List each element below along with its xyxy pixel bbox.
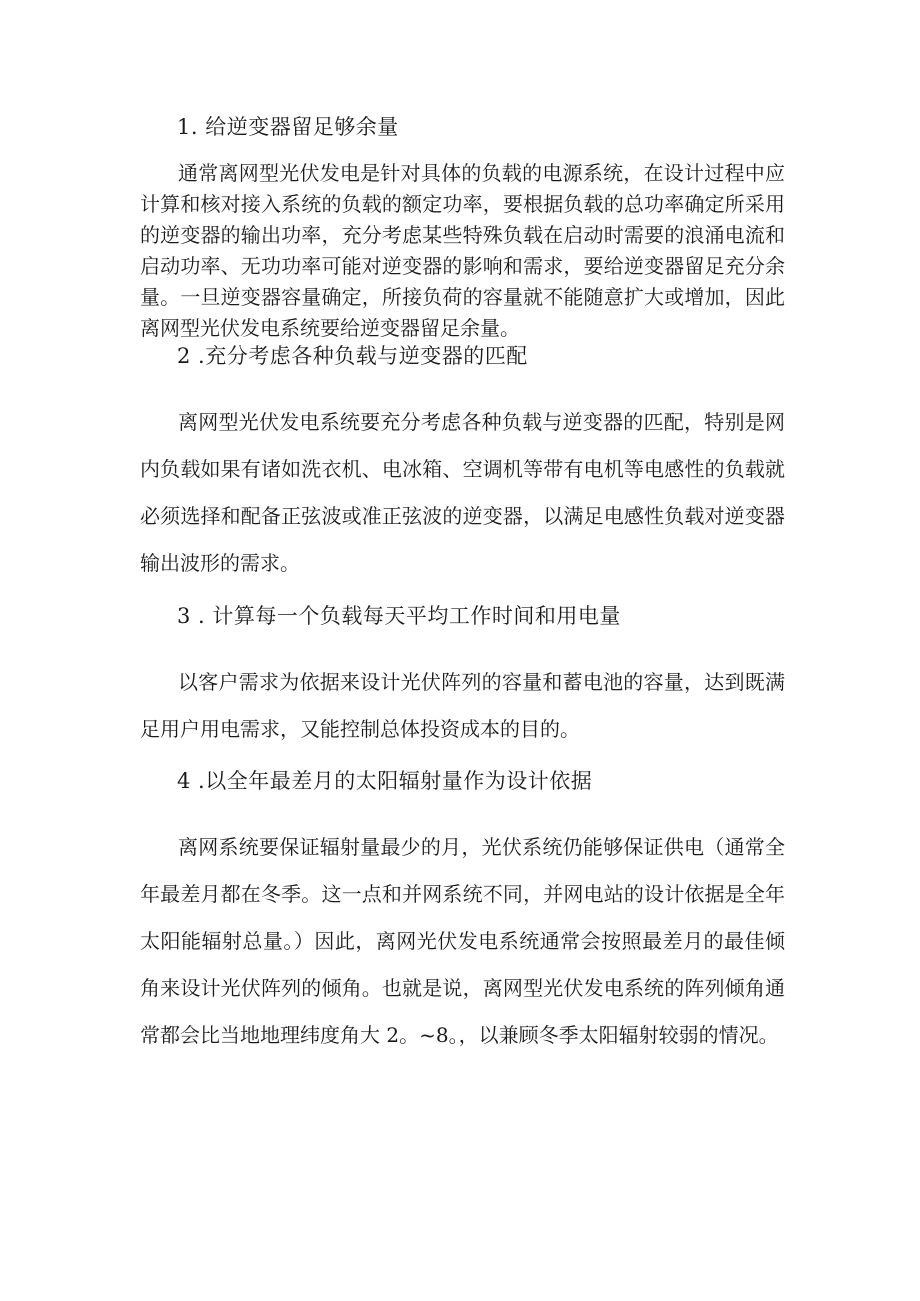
section-2-paragraph: 离网型光伏发电系统要充分考虑各种负载与逆变器的匹配，特别是网内负载如果有诸如洗衣机、电冰箱、空调机等带有电机等电感性的负载就必须选择和配备正弦波或准正弦波的逆变器，以满足电感性负载对逆变器输出波形的需求。: [140, 410, 785, 575]
section-3-paragraph: 以客户需求为依据来设计光伏阵列的容量和蓄电池的容量，达到既满足用户用电需求，又能控制总体投资成本的目的。: [140, 670, 785, 741]
section-3-heading: 3 . 计算每一个负载每天平均工作时间和用电量: [177, 604, 621, 628]
section-4-heading: 4 .以全年最差月的太阳辐射量作为设计依据: [177, 769, 593, 793]
section-4-paragraph: 离网系统要保证辐射量最少的月，光伏系统仍能够保证供电（通常全年最差月都在冬季。这一点和并网系统不同，并网电站的设计依据是全年太阳能辐射总量。）因此，离网光伏发电系统通常会按照最差月的最佳倾角来设计光伏阵列的倾角。也就是说，离网型光伏发电系统的阵列倾角通常都会比当地地理纬度角大 2。~8。，以兼顾冬季太阳辐射较弱的情况。: [140, 835, 785, 1047]
section-1-paragraph: 通常离网型光伏发电是针对具体的负载的电源系统，在设计过程中应计算和核对接入系统的负载的额定功率，要根据负载的总功率确定所采用的逆变器的输出功率，充分考虑某些特殊负载在启动时需要的浪涌电流和启动功率、无功功率可能对逆变器的影响和需求，要给逆变器留足充分余量。一旦逆变器容量确定，所接负荷的容量就不能随意扩大或增加，因此离网型光伏发电系统要给逆变器留足余量。: [140, 161, 785, 340]
section-2-heading: 2 .充分考虑各种负载与逆变器的匹配: [177, 344, 528, 368]
section-1-heading: 1. 给逆变器留足够余量: [177, 115, 399, 139]
